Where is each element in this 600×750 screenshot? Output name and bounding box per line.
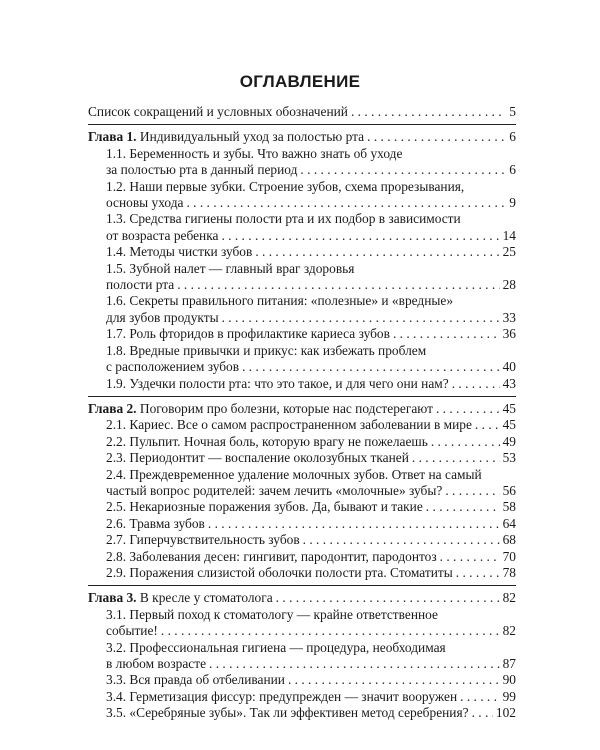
leader-dots — [161, 623, 500, 639]
leader-dots — [393, 326, 500, 342]
toc-section-entry — [88, 565, 516, 581]
toc-entry-page: 82 — [502, 623, 516, 639]
toc-entry-text: 2.3. Периодонтит — воспаление околозубных тканей — [106, 450, 409, 466]
leader-dots — [351, 104, 506, 120]
leader-dots — [412, 450, 500, 466]
toc-section-entry — [88, 211, 516, 244]
leader-dots — [209, 656, 500, 672]
toc-entry-page: 70 — [502, 548, 516, 564]
toc-entry-text: 3.5. «Серебряные зубы». Так ли эффективен метод серебрения? — [106, 705, 469, 721]
toc-entry-text: 2.9. Поражения слизистой оболочки полости рта. Стоматиты — [106, 564, 453, 580]
toc-section-entry — [88, 607, 516, 640]
toc-entry-text: 2.8. Заболевания десен: гингивит, пародонтит, пародонтоз — [106, 548, 437, 564]
toc-entry-text: 2.4. Преждевременное удаление молочных зубов. Ответ на самый — [106, 466, 482, 482]
toc-entry-text: 1.8. Вредные привычки и прикус: как избежать проблем — [106, 342, 427, 358]
toc-entry-text: 3.1. Первый поход к стоматологу — крайне ответственное — [106, 606, 438, 622]
leader-dots — [186, 195, 506, 211]
toc-entry-page: 43 — [502, 375, 516, 391]
toc-entry-text: 1.6. Секреты правильного питания: «полезные» и «вредные» — [106, 293, 454, 309]
leader-dots — [440, 549, 500, 565]
toc-entry-page: 49 — [502, 433, 516, 449]
chapter-prefix: Глава 2. — [88, 400, 137, 416]
leader-dots — [426, 499, 500, 515]
toc-entry-text: 2.6. Травма зубов — [106, 515, 205, 531]
leader-dots — [177, 277, 499, 293]
page-title: ОГЛАВЛЕНИЕ — [239, 72, 361, 91]
leader-dots — [300, 162, 506, 178]
chapter-title-text: Индивидуальный уход за полостью рта — [139, 129, 365, 145]
toc-entry-page: 14 — [502, 227, 516, 243]
toc-section-entry — [88, 293, 516, 326]
chapter-prefix: Глава 1. — [88, 129, 137, 145]
toc-entry-page: 45 — [502, 400, 516, 416]
toc-section-entry — [88, 261, 516, 294]
toc-entry-page: 36 — [502, 326, 516, 342]
toc-entry-text: 1.3. Средства гигиены полости рта и их подбор в зависимости — [106, 211, 461, 227]
toc-entry-page: 6 — [509, 162, 516, 178]
chapter-title — [88, 129, 364, 145]
toc-entry-text: 1.4. Методы чистки зубов — [106, 244, 253, 260]
leader-dots — [456, 565, 500, 581]
toc-section-entry — [88, 376, 516, 392]
toc-chapter-1 — [88, 129, 516, 145]
toc-section-entry — [88, 549, 516, 565]
toc-entry-text: полости рта — [106, 277, 175, 293]
table-of-contents — [88, 104, 516, 722]
toc-entry-text: за полостью рта в данный период — [106, 162, 298, 178]
toc-entry-page: 5 — [509, 104, 516, 119]
leader-dots — [367, 129, 506, 145]
toc-entry-page: 9 — [509, 195, 516, 211]
leader-dots — [255, 244, 499, 260]
toc-section-entry — [88, 499, 516, 515]
chapter-title-text: В кресле у стоматолога — [139, 590, 273, 606]
toc-entry-text: 1.7. Роль фторидов в профилактике кариеса зубов — [106, 326, 390, 342]
toc-section-entry — [88, 672, 516, 688]
toc-section-entry — [88, 146, 516, 179]
leader-dots — [276, 590, 500, 606]
leader-dots — [208, 516, 500, 532]
leader-dots — [242, 359, 500, 375]
leader-dots — [222, 310, 500, 326]
toc-entry-page: 53 — [502, 450, 516, 466]
toc-entry-page: 90 — [502, 672, 516, 688]
toc-entry-page: 33 — [502, 309, 516, 325]
toc-entry-text: в любом возрасте — [106, 656, 207, 671]
toc-entry-text: 2.7. Гиперчувствительность зубов — [106, 532, 300, 548]
toc-entry-page: 99 — [502, 688, 516, 704]
toc-entry-text: 3.3. Вся правда об отбеливании — [106, 672, 285, 688]
toc-entry-page: 56 — [502, 482, 516, 498]
toc-section-entry — [88, 516, 516, 532]
leader-dots — [303, 532, 500, 548]
toc-entry-page: 102 — [495, 705, 516, 721]
toc-section-entry — [88, 689, 516, 705]
toc-entry-page: 68 — [502, 532, 516, 548]
toc-entry-text: для зубов продукты — [106, 309, 219, 325]
toc-section-entry — [88, 532, 516, 548]
leader-dots — [288, 672, 500, 688]
leader-dots — [436, 401, 500, 417]
toc-entry-abbreviations — [88, 104, 516, 120]
toc-entry-text: 2.5. Некариозные поражения зубов. Да, бывают и такие — [106, 499, 423, 515]
toc-section-entry — [88, 434, 516, 450]
toc-entry-page: 40 — [502, 359, 516, 375]
leader-dots — [472, 705, 493, 721]
toc-entry-page: 78 — [502, 564, 516, 580]
leader-dots — [221, 228, 499, 244]
toc-section-entry — [88, 417, 516, 433]
leader-dots — [452, 376, 500, 392]
toc-section-entry — [88, 343, 516, 376]
toc-entry-text: 2.1. Кариес. Все о самом распространенном заболевании в мире — [106, 417, 472, 433]
toc-entry-text: от возраста ребенка — [106, 227, 219, 243]
leader-dots — [460, 689, 499, 705]
toc-chapter-2 — [88, 401, 516, 417]
toc-section-entry — [88, 640, 516, 673]
toc-entry-page: 28 — [502, 277, 516, 293]
toc-entry-text: 1.5. Зубной налет — главный враг здоровья — [106, 260, 355, 276]
toc-section-entry — [88, 705, 516, 721]
toc-entry-page: 64 — [502, 515, 516, 531]
chapter-title — [88, 590, 273, 606]
toc-entry-page: 87 — [502, 656, 516, 671]
toc-entry-text: основы ухода — [106, 195, 184, 211]
toc-entry-text: Список сокращений и условных обозначений — [88, 104, 348, 119]
leader-dots — [431, 434, 500, 450]
toc-entry-page: 25 — [502, 244, 516, 260]
toc-entry-text: 1.9. Уздечки полости рта: что это такое, и для чего они нам? — [106, 375, 449, 391]
toc-section-entry — [88, 326, 516, 342]
leader-dots — [475, 417, 500, 433]
toc-section-entry — [88, 467, 516, 500]
toc-entry-text: 3.4. Герметизация фиссур: предупрежден — значит вооружен — [106, 688, 458, 704]
toc-chapter-3 — [88, 590, 516, 606]
toc-entry-text: 1.1. Беременность и зубы. Что важно знать об уходе — [106, 145, 403, 161]
toc-entry-page: 6 — [509, 129, 516, 145]
chapter-title-text: Поговорим про болезни, которые нас подстерегают — [139, 400, 433, 416]
toc-entry-text: 3.2. Профессиональная гигиена — процедура, необходимая — [106, 639, 446, 655]
toc-entry-text: с расположением зубов — [106, 359, 240, 375]
toc-section-entry — [88, 179, 516, 212]
toc-entry-page: 82 — [502, 590, 516, 606]
toc-section-entry — [88, 244, 516, 260]
toc-entry-text: 2.2. Пульпит. Ночная боль, которую врагу не пожелаешь — [106, 433, 428, 449]
toc-entry-text: частый вопрос родителей: зачем лечить «молочные» зубы? — [106, 482, 443, 498]
toc-entry-text: событие! — [106, 623, 158, 639]
toc-entry-text: 1.2. Наши первые зубки. Строение зубов, схема прорезывания, — [106, 178, 465, 194]
toc-entry-page: 45 — [502, 417, 516, 433]
chapter-prefix: Глава 3. — [88, 590, 137, 606]
toc-section-entry — [88, 450, 516, 466]
leader-dots — [445, 483, 499, 499]
chapter-title — [88, 401, 433, 417]
toc-entry-page: 58 — [502, 499, 516, 515]
